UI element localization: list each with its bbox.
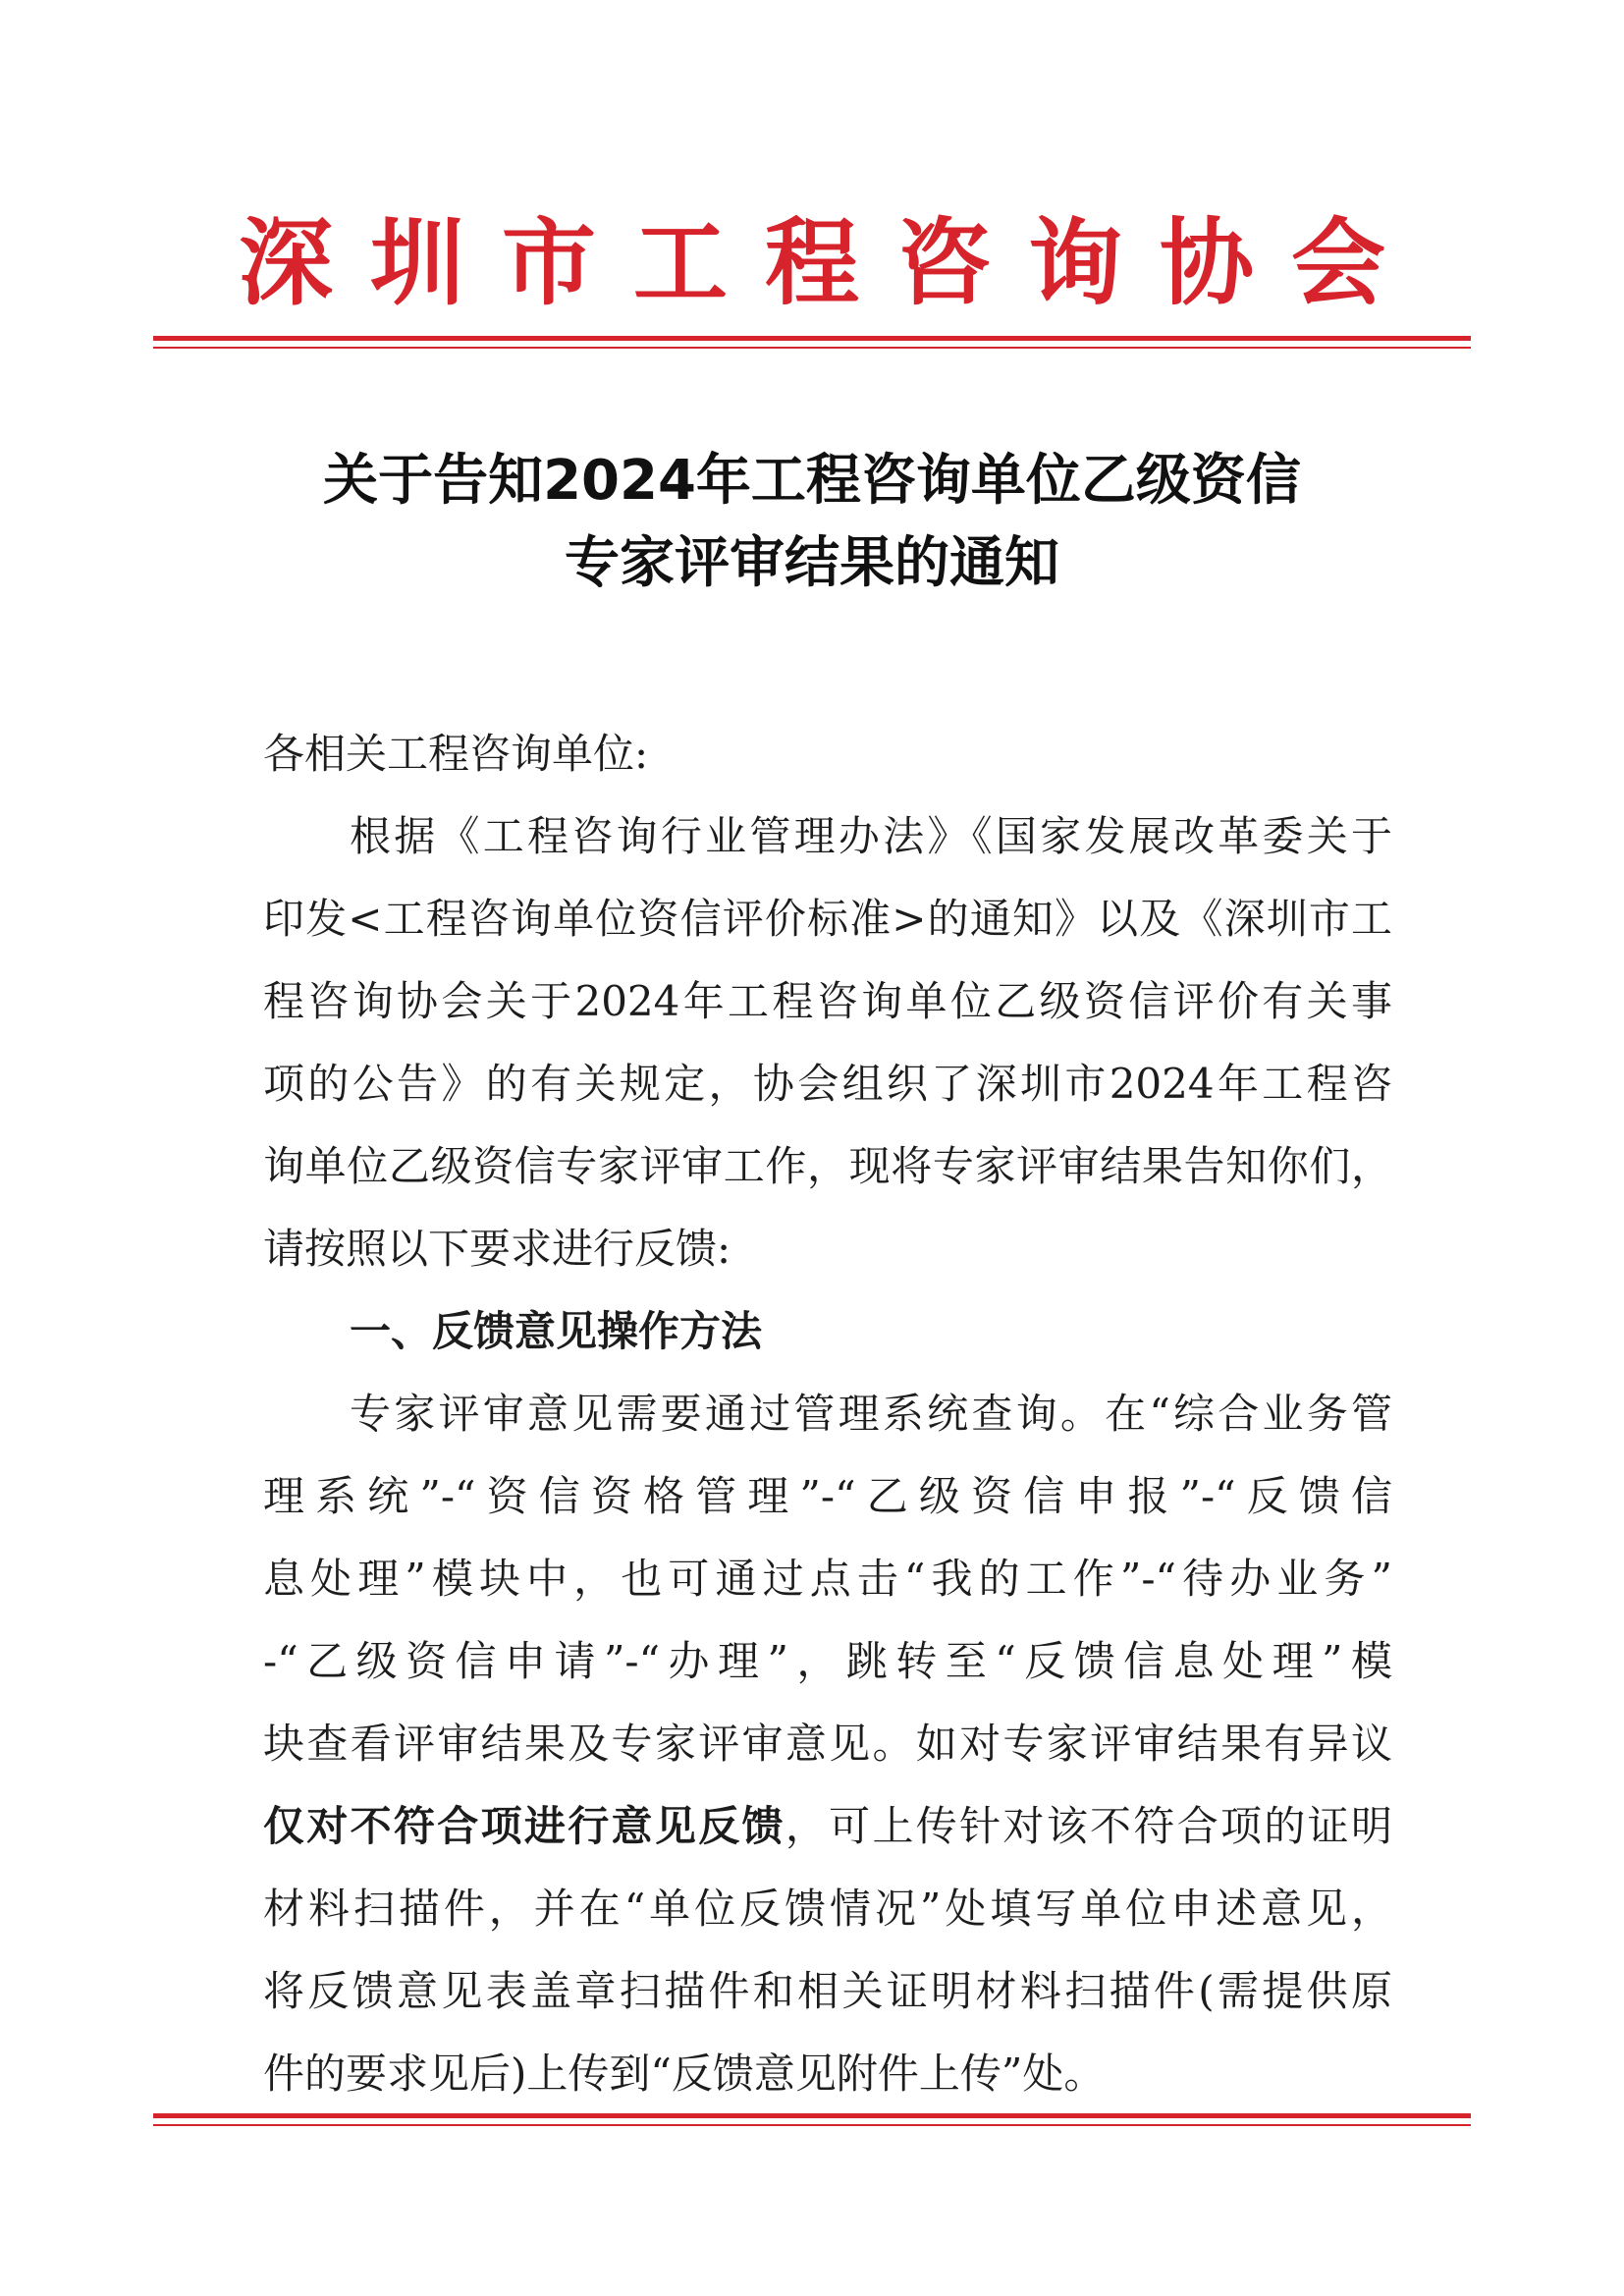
footer-divider: [153, 2113, 1471, 2126]
intro-line: 程咨询协会关于2024年工程咨询单位乙级资信评价有关事: [263, 977, 1392, 1025]
notice-body: [263, 713, 1392, 2115]
divider-thin-line: [153, 2124, 1471, 2126]
section-line: 材料扫描件，并在“单位反馈情况”处填写单位申述意见，: [263, 1885, 1392, 1933]
masthead-divider: [153, 336, 1471, 349]
title-line-1: 关于告知2024年工程咨询单位乙级资信: [323, 449, 1301, 513]
divider-thick-line: [153, 2113, 1471, 2118]
section-line: 专家评审意见需要通过管理系统查询。在“综合业务管: [350, 1390, 1392, 1438]
divider-thick-line: [153, 336, 1471, 341]
section-line-rest: ，可上传针对该不符合项的证明: [785, 1802, 1392, 1850]
section-line: 件的要求见后)上传到“反馈意见附件上传”处。: [263, 2050, 1106, 2098]
section-line: 息处理”模块中，也可通过点击“我的工作”-“待办业务”: [263, 1555, 1392, 1603]
intro-line: 询单位乙级资信专家评审工作，现将专家评审结果告知你们，: [263, 1142, 1392, 1190]
intro-line: 根据《工程咨询行业管理办法》《国家发展改革委关于: [350, 812, 1392, 860]
section-line: -“乙级资信申请”-“办理”，跳转至“反馈信息处理”模: [263, 1637, 1392, 1685]
section-line: 块查看评审结果及专家评审意见。如对专家评审结果有异议: [263, 1720, 1392, 1768]
emphasis-text: 仅对不符合项进行意见反馈: [263, 1802, 785, 1850]
section-line: 理系统”-“资信资格管理”-“乙级资信申报”-“反馈信: [263, 1472, 1392, 1520]
title-line-2: 专家评审结果的通知: [565, 531, 1059, 595]
intro-line: 请按照以下要求进行反馈:: [263, 1225, 731, 1273]
section-line: 将反馈意见表盖章扫描件和相关证明材料扫描件(需提供原: [263, 1967, 1392, 2015]
organization-masthead: 深圳市工程咨询协会: [239, 207, 1423, 318]
intro-line: 项的公告》的有关规定，协会组织了深圳市2024年工程咨: [263, 1060, 1392, 1108]
notice-title: [153, 440, 1471, 605]
section-line-emphasis: [263, 1785, 1392, 1868]
divider-thin-line: [153, 347, 1471, 349]
section-heading: 一、反馈意见操作方法: [350, 1307, 763, 1355]
intro-line: 印发<工程咨询单位资信评价标准>的通知》以及《深圳市工: [263, 895, 1392, 943]
salutation: 各相关工程咨询单位:: [263, 730, 649, 778]
